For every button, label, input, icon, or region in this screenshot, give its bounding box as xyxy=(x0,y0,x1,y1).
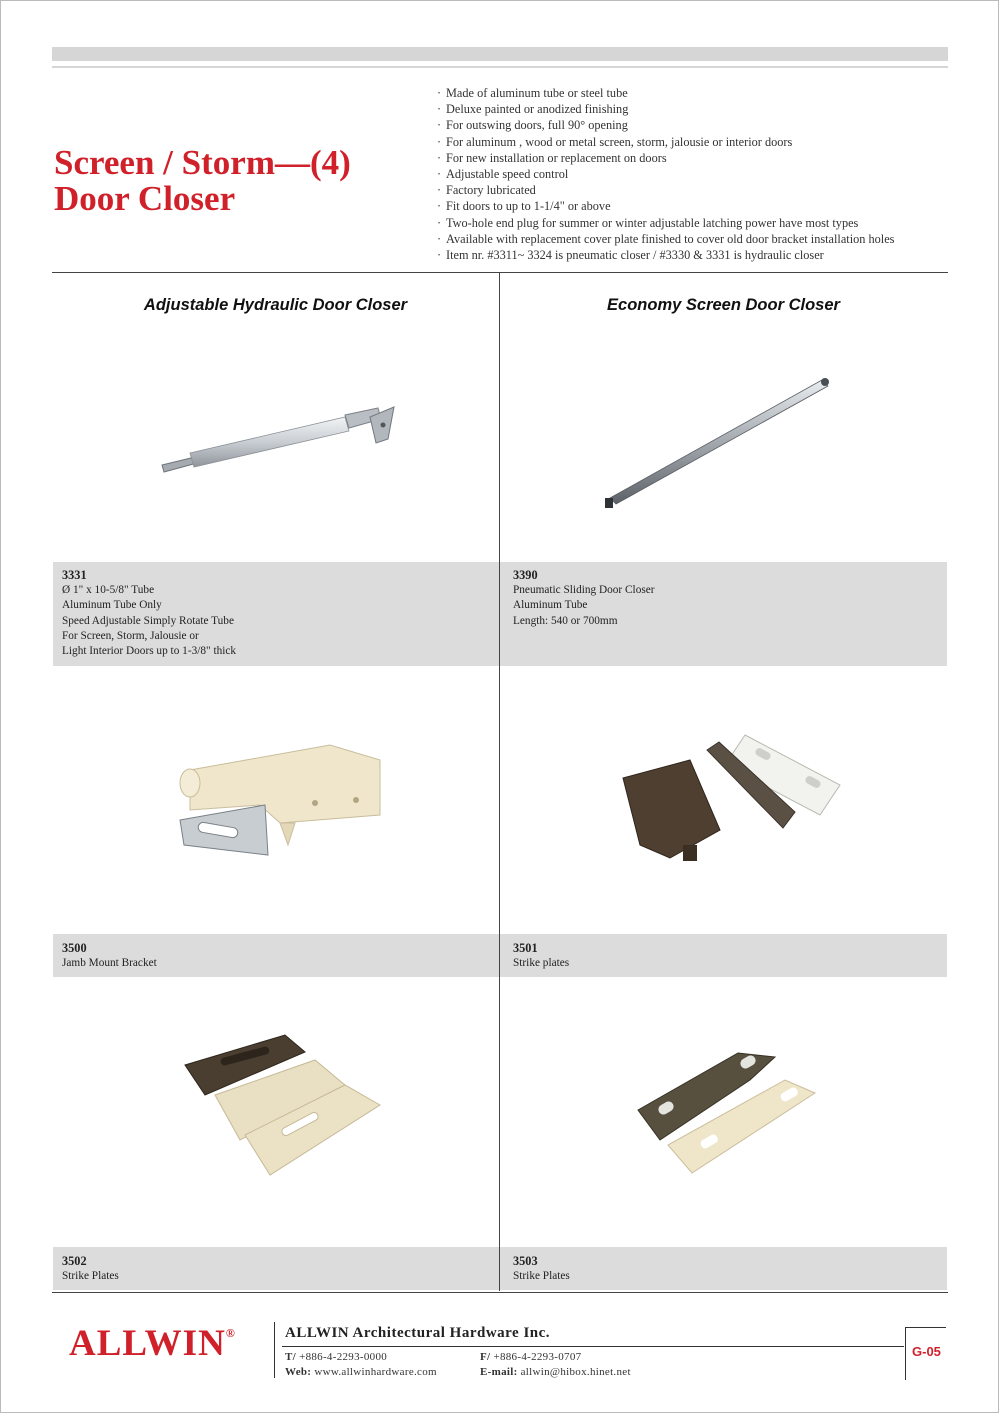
page-title xyxy=(54,145,351,217)
product-line: Aluminum Tube xyxy=(513,599,588,612)
product-code: 3331 xyxy=(62,568,87,582)
product-code: 3502 xyxy=(62,1254,87,1268)
feature-item: · Deluxe painted or anodized finishing xyxy=(437,102,629,117)
product-3501-info xyxy=(513,941,569,971)
feature-item: · Adjustable speed control xyxy=(437,167,569,182)
registered-mark: ® xyxy=(225,1326,236,1340)
product-3503-info xyxy=(513,1254,570,1284)
header-bar xyxy=(52,47,948,61)
feature-item: · Made of aluminum tube or steel tube xyxy=(437,86,628,100)
product-code: 3390 xyxy=(513,568,538,582)
product-line: Speed Adjustable Simply Rotate Tube xyxy=(62,614,234,627)
product-code: 3501 xyxy=(513,941,538,955)
footer-divider xyxy=(274,1322,275,1378)
band-3502 xyxy=(53,1247,499,1290)
product-3500-info xyxy=(62,941,157,971)
product-line: Strike Plates xyxy=(62,1270,119,1283)
website: Web: www.allwinhardware.com xyxy=(285,1366,437,1378)
product-line: Ø 1" x 10-5/8" Tube xyxy=(62,584,155,597)
feature-item: · Available with replacement cover plate finished to cover old door bracket installation holes xyxy=(437,231,895,246)
page-number: G-05 xyxy=(912,1344,941,1359)
product-3390-info xyxy=(513,568,655,629)
feature-item: · Two-hole end plug for summer or winter adjustable latching power have most types xyxy=(437,215,859,230)
product-code: 3500 xyxy=(62,941,87,955)
column-title-left: Adjustable Hydraulic Door Closer xyxy=(143,296,408,314)
product-line: Strike plates xyxy=(513,957,570,970)
feature-item: · Fit doors to up to 1-1/4" or above xyxy=(437,199,611,214)
product-line: Length: 540 or 700mm xyxy=(513,614,618,627)
strike-plates-image-3501 xyxy=(615,730,850,865)
product-3502-info xyxy=(62,1254,119,1284)
product-line: Pneumatic Sliding Door Closer xyxy=(513,584,655,597)
feature-item: · For outswing doors, full 90° opening xyxy=(437,118,628,133)
grid-divider xyxy=(499,272,500,1291)
brand-logo: ALLWIN® xyxy=(69,1323,236,1364)
jamb-bracket-image xyxy=(170,735,390,870)
fax: F/ +886-4-2293-0707 xyxy=(480,1351,582,1363)
strike-plates-image-3503 xyxy=(630,1045,830,1180)
header-rule xyxy=(52,66,948,68)
feature-item: · Item nr. #3311~ 3324 is pneumatic closer / #3330 & 3331 is hydraulic closer xyxy=(437,248,824,263)
feature-item: · For aluminum , wood or metal screen, storm, jalousie or interior doors xyxy=(437,134,793,149)
footer-rule xyxy=(282,1346,904,1347)
product-line: Strike Plates xyxy=(513,1270,570,1283)
product-line: Aluminum Tube Only xyxy=(62,599,162,612)
pneumatic-closer-image xyxy=(600,370,840,520)
feature-list xyxy=(437,85,957,263)
product-line: Jamb Mount Bracket xyxy=(62,957,157,970)
title-line-1: Screen / Storm—(4) xyxy=(54,143,351,182)
product-code: 3503 xyxy=(513,1254,538,1268)
strike-plates-image-3502 xyxy=(180,1030,390,1180)
product-line: Light Interior Doors up to 1-3/8" thick xyxy=(62,645,237,658)
hydraulic-closer-image xyxy=(150,395,410,485)
telephone: T/ +886-4-2293-0000 xyxy=(285,1351,388,1363)
feature-item: · For new installation or replacement on doors xyxy=(437,150,667,165)
title-line-2: Door Closer xyxy=(54,179,236,218)
feature-item: · Factory lubricated xyxy=(437,183,536,198)
column-title-right: Economy Screen Door Closer xyxy=(607,296,840,314)
email: E-mail: allwin@hibox.hinet.net xyxy=(480,1366,631,1378)
company-name: ALLWIN Architectural Hardware Inc. xyxy=(285,1325,551,1341)
product-3331-info xyxy=(62,568,236,659)
product-line: For Screen, Storm, Jalousie or xyxy=(62,629,199,642)
